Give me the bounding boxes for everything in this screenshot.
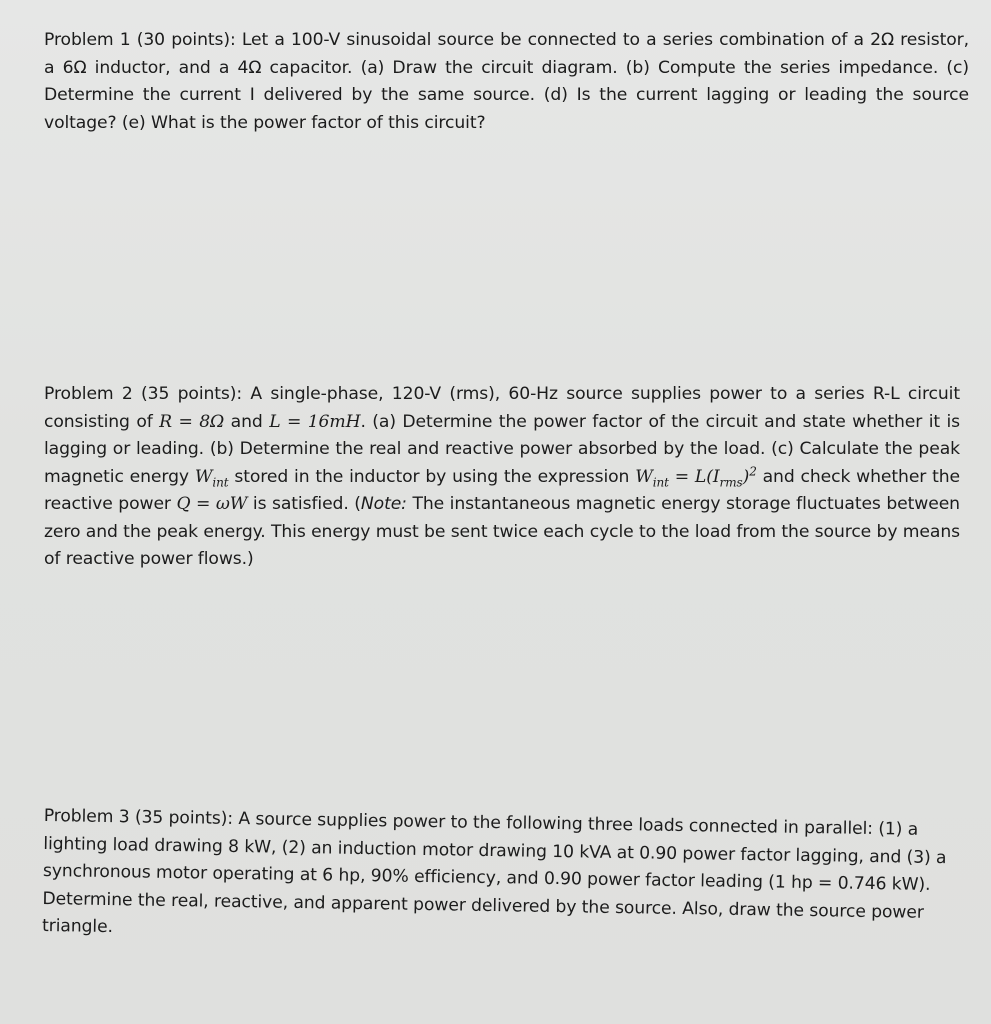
inductance-expression: L = 16mH (269, 411, 361, 432)
problem-1-heading: Problem 1 (30 points): (44, 30, 236, 50)
problem-3-heading: Problem 3 (35 points): (43, 805, 234, 829)
problem-2-text-2: . (a) Determine the power factor of the circuit and state whether it is lagging or leading. (b) Determine the real and reactive power absorbed by the load. (c) Calculate the peak magnetic energy (44, 411, 960, 487)
energy-expr-sup: 2 (749, 463, 757, 478)
problem-2-text-1: A single-phase, 120-V (rms), 60-Hz source supplies power to a series R-L circuit consisting of (44, 384, 960, 432)
energy-expression (635, 463, 757, 489)
note-label: Note: (360, 494, 407, 514)
w-int-symbol (195, 467, 229, 487)
reactive-power-expression: Q = ωW (176, 494, 248, 514)
energy-expr-eq: = L(I (674, 466, 720, 487)
problem-1-body: Let a 100-V sinusoidal source be connected to a series combination of a 2Ω resistor, a 6Ω inductor, and a 4Ω capacitor. (a) Draw the circuit diagram. (b) Compute the series impedance. (c) Determine the current I delivered by the same source. (d) Is the current lagging or leading the source voltage? (e) What is the power factor of this circuit? (44, 30, 969, 133)
problem-2-text-6: The instantaneous magnetic energy storage fluctuates between zero and the peak energy. This energy must be sent twice each cycle to the load from the source by means of reactive power flows.) (44, 494, 960, 569)
problem-2-text-5: is satisfied. ( (252, 494, 361, 514)
w-int-base: W (194, 466, 213, 487)
energy-expr-w: W (635, 466, 653, 487)
problem-2-heading: Problem 2 (35 points): (44, 384, 243, 404)
problem-2-text-3: stored in the inductor by using the expression (234, 466, 630, 487)
energy-expr-w-sub: int (652, 474, 669, 489)
w-int-subscript: int (212, 474, 229, 489)
problem-3-body: A source supplies power to the following three loads connected in parallel: (1) a lighting load drawing 8 kW, (2) an induction motor drawing 10 kVA at 0.90 power factor lagging, and (3) a synchronous motor operating at 6 hp, 90% efficiency, and 0.90 power factor leading (1 hp = 0.746 kW). Determine the real, reactive, and apparent power delivered by the source. Also, draw the source power triangle. (41, 809, 947, 938)
problem-2-text-4: and check whether the reactive power (44, 466, 961, 514)
resistance-expression: R = 8Ω (159, 411, 225, 432)
energy-expr-close: ) (742, 466, 750, 487)
problem-3 (42, 803, 950, 955)
conjunction-and: and (230, 411, 263, 432)
problem-1 (44, 27, 969, 137)
energy-expr-i-sub: rms (719, 474, 743, 489)
problem-2 (44, 381, 960, 574)
